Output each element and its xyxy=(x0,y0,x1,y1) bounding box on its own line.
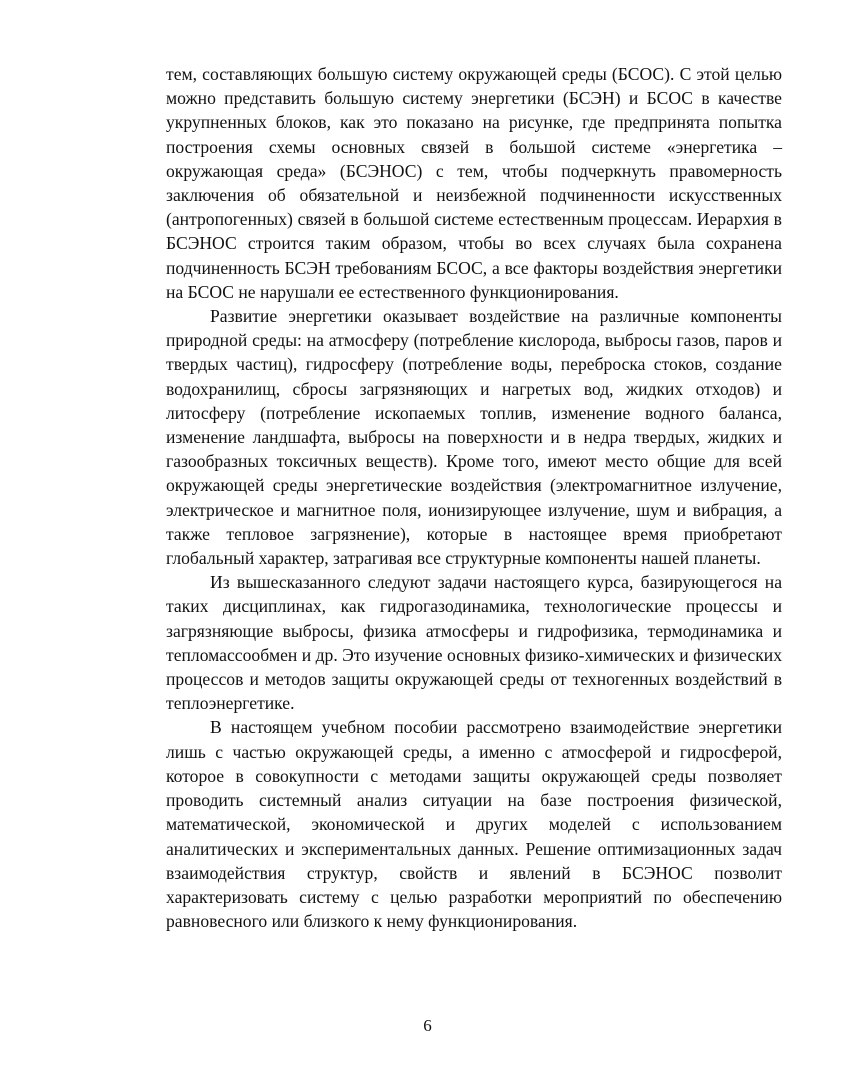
body-text xyxy=(166,62,782,933)
paragraph-1: тем, составляющих большую систему окружающей среды (БСОС). С этой целью можно представить большую систему энергетики (БСЭН) и БСОС в качестве укрупненных блоков, как это показано на рисунке, где предпринята попытка построения схемы основных связей в большой системе «энергетика – окружающая среда» (БСЭНОС) с тем, чтобы подчеркнуть правомерность заключения об обязательной и неизбежной подчиненности искусственных (антропогенных) связей в большой системе естественным процессам. Иерархия в БСЭНОС строится таким образом, чтобы во всех случаях была сохранена подчиненность БСЭН требованиям БСОС, а все факторы воздействия энергетики на БСОС не нарушали ее естественного функционирования. xyxy=(166,64,782,302)
paragraph-3: Из вышесказанного следуют задачи настоящего курса, базирующегося на таких дисциплинах, как гидрогазодинамика, технологические процессы и загрязняющие выбросы, физика атмосферы и гидрофизика, термодинамика и тепломассообмен и др. Это изучение основных физико-химических и физических процессов и методов защиты окружающей среды от техногенных воздействий в теплоэнергетике. xyxy=(166,572,782,714)
page-number: 6 xyxy=(423,1016,432,1035)
paragraph-2: Развитие энергетики оказывает воздействие на различные компоненты природной среды: на атмосферу (потребление кислорода, выбросы газов, паров и твердых частиц), гидросферу (потребление воды, переброска стоков, создание водохранилищ, сбросы загрязняющих и нагретых вод, жидких отходов) и литосферу (потребление ископаемых топлив, изменение водного баланса, изменение ландшафта, выбросы на поверхности и в недра твердых, жидких и газообразных токсичных веществ). Кроме того, имеют место общие для всей окружающей среды энергетические воздействия (электромагнитное излучение, электрическое и магнитное поля, ионизирующее излучение, шум и вибрация, а также тепловое загрязнение), которые в настоящее время приобретают глобальный характер, затрагивая все структурные компоненты нашей планеты. xyxy=(166,306,782,569)
paragraph-4: В настоящем учебном пособии рассмотрено взаимодействие энергетики лишь с частью окружающей среды, а именно с атмосферой и гидросферой, которое в совокупности с методами защиты окружающей среды позволяет проводить системный анализ ситуации на базе построения физической, математической, экономической и других моделей с использованием аналитических и экспериментальных данных. Решение оптимизационных задач взаимодействия структур, свойств и явлений в БСЭНОС позволит характеризовать систему с целью разработки мероприятий по обеспечению равновесного или близкого к нему функционирования. xyxy=(166,717,782,932)
